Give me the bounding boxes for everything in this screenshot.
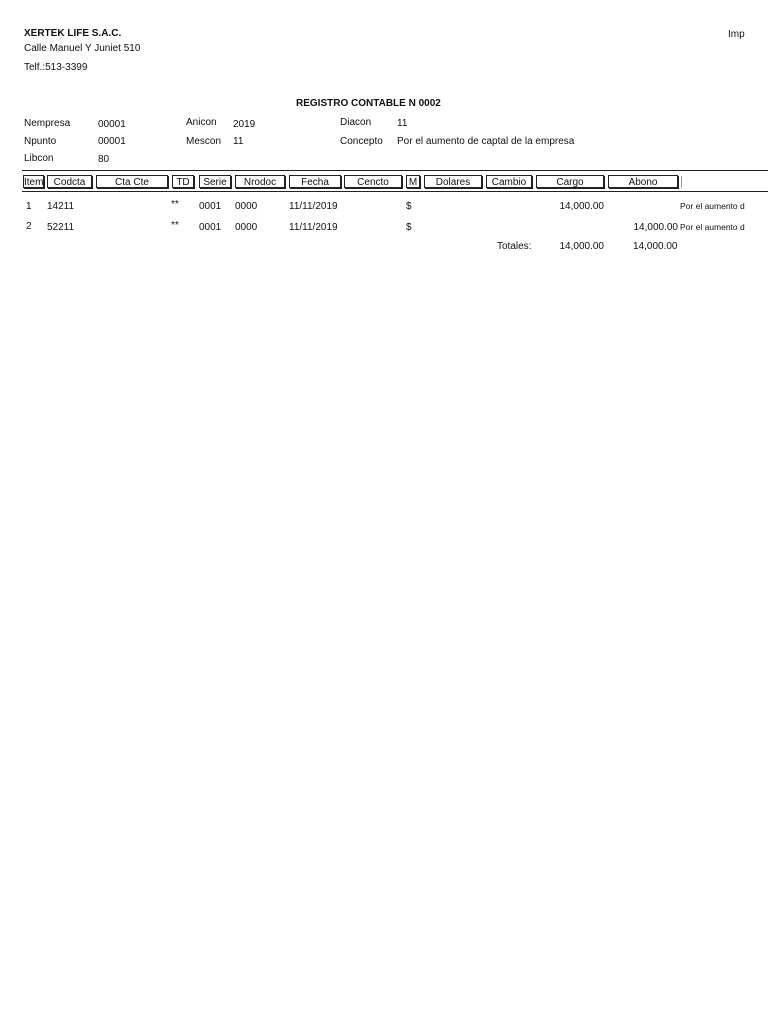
row-codcta: 52211 (47, 222, 75, 233)
col-header-item: Item (24, 177, 44, 188)
row-cargo: 14,000.00 (559, 201, 604, 212)
table-header-rule (22, 191, 768, 192)
totals-abono: 14,000.00 (633, 241, 678, 252)
libcon-label: Libcon (24, 153, 54, 164)
col-header-m: M (406, 175, 420, 188)
totals-label: Totales: (497, 241, 532, 252)
row-fecha: 11/11/2019 (289, 222, 338, 233)
col-header-codcta: Codcta (47, 175, 92, 188)
col-header-dolares: Dolares (424, 175, 482, 188)
row-nrodoc: 0000 (235, 201, 258, 212)
print-label: Imp (728, 29, 745, 40)
company-address: Calle Manuel Y Juniet 510 (24, 43, 141, 54)
col-divider (681, 176, 682, 188)
col-header-cargo: Cargo (536, 175, 604, 188)
row-currency: $ (406, 222, 412, 233)
row-glosa: Por el aumento d (680, 201, 745, 211)
anicon-value: 2019 (233, 119, 256, 130)
diacon-label: Diacon (340, 117, 372, 128)
diacon-value: 11 (397, 118, 408, 129)
row-td: ** (171, 220, 179, 231)
totals-cargo: 14,000.00 (559, 241, 604, 252)
nempresa-label: Nempresa (24, 118, 71, 129)
col-header-serie: Serie (199, 175, 231, 188)
anicon-label: Anicon (186, 117, 217, 128)
row-serie: 0001 (199, 201, 222, 212)
row-item: 2 (26, 221, 32, 232)
nempresa-value: 00001 (98, 119, 126, 130)
col-header-cencto: Cencto (344, 175, 402, 188)
col-header-abono: Abono (608, 175, 678, 188)
mescon-label: Mescon (186, 136, 222, 147)
col-header-cta-cte: Cta Cte (96, 175, 168, 188)
row-currency: $ (406, 201, 412, 212)
company-name: XERTEK LIFE S.A.C. (24, 28, 122, 39)
row-td: ** (171, 199, 179, 210)
col-header-td: TD (172, 175, 194, 188)
company-phone: Telf.:513-3399 (24, 62, 88, 73)
libcon-value: 80 (98, 154, 110, 165)
table-top-rule (22, 170, 768, 171)
col-header-nrodoc: Nrodoc (235, 175, 285, 188)
col-header-cambio: Cambio (486, 175, 532, 188)
row-codcta: 14211 (47, 201, 75, 212)
col-header-fecha: Fecha (289, 175, 341, 188)
row-nrodoc: 0000 (235, 222, 258, 233)
row-fecha: 11/11/2019 (289, 201, 338, 212)
row-abono: 14,000.00 (633, 222, 678, 233)
row-glosa: Por el aumento d (680, 222, 745, 232)
row-item: 1 (26, 201, 32, 212)
concepto-value: Por el aumento de captal de la empresa (397, 136, 575, 147)
npunto-label: Npunto (24, 136, 57, 147)
mescon-value: 11 (233, 136, 244, 147)
row-serie: 0001 (199, 222, 222, 233)
npunto-value: 00001 (98, 136, 126, 147)
concepto-label: Concepto (340, 136, 383, 147)
document-title: REGISTRO CONTABLE N 0002 (296, 98, 441, 109)
